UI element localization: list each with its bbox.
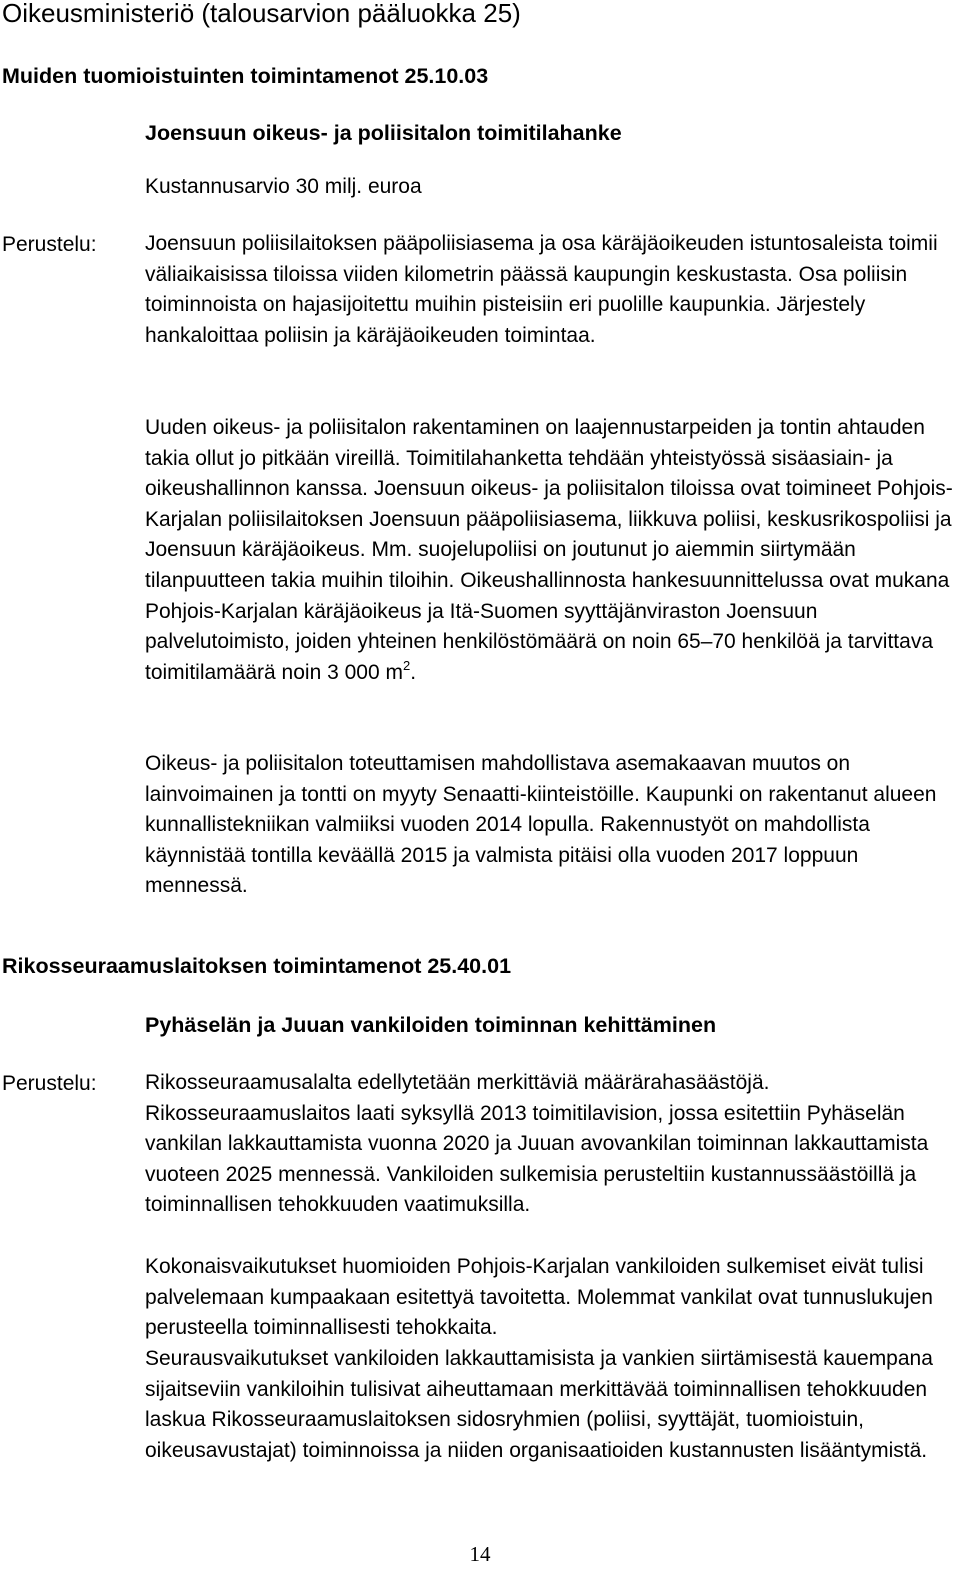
section-heading-courts: Muiden tuomioistuinten toimintamenot 25.10.03 <box>2 64 489 88</box>
paragraph: Oikeus- ja poliisitalon toteuttamisen mahdollistava asemakaavan muutos on lainvoimainen ja tontti on myyty Senaatti-kiinteistöille. Kaupunki on rakentanut alueen kunnallistekniikan valmiiksi vuoden 2014 lopulla. Rakennustyöt on mahdollista käynnistää tontilla keväällä 2015 ja valmista pitäisi olla vuoden 2017 loppuun mennessä. <box>145 752 937 898</box>
paragraph: Joensuun poliisilaitoksen pääpoliisiasema ja osa käräjäoikeuden istuntosaleista toimii väliaikaisissa tiloissa viiden kilometrin päässä kaupungin keskustasta. Osa poliisin toiminnoista on hajasijoitettu muihin pisteisiin eri puolille kaupunkia. Järjestely hankaloittaa poliisin ja käräjäoikeuden toimintaa. <box>145 232 938 347</box>
cost-estimate: Kustannusarvio 30 milj. euroa <box>145 175 422 198</box>
paragraph: Kokonaisvaikutukset huomioiden Pohjois-Karjalan vankiloiden sulkemiset eivät tulisi palvelemaan kumpaakaan esitettyä tavoitetta. Molemmat vankilat ovat tunnuslukujen perusteella toiminnallisesti tehokkaita. <box>145 1255 933 1340</box>
paragraph-end: . <box>410 660 417 684</box>
paragraph: Rikosseuraamusalalta edellytetään merkittäviä määrärahasäästöjä. Rikosseuraamuslaitos laati syksyllä 2013 toimitilavision, jossa esitettiin Pyhäselän vankilan lakkauttamista vuonna 2020 ja Juuan avovankilan toiminnan lakkauttamista vuoteen 2025 mennessä. Vankiloiden sulkemisia perusteltiin kustannussäästöillä ja toiminnallisen tehokkuuden vaatimuksilla. <box>145 1071 929 1217</box>
paragraph <box>145 413 957 688</box>
project-title-prisons: Pyhäselän ja Juuan vankiloiden toiminnan kehittäminen <box>145 1013 717 1037</box>
rationale-label: Perustelu: <box>2 233 97 256</box>
page-title: Oikeusministeriö (talousarvion pääluokka 25) <box>2 0 521 28</box>
rationale-label: Perustelu: <box>2 1072 97 1095</box>
paragraph: Seurausvaikutukset vankiloiden lakkauttamisista ja vankien siirtämisestä kauempana sijaitseviin vankiloihin tulisivat aiheuttamaan merkittävää toiminnallisen tehokkuuden laskua Rikosseuraamuslaitoksen sidosryhmien (poliisi, syyttäjät, tuomioistuin, oikeusavustajat) toiminnoissa ja niiden organisaatioiden kustannusten lisääntymistä. <box>145 1347 933 1462</box>
section-heading-prisons: Rikosseuraamuslaitoksen toimintamenot 25.40.01 <box>2 954 512 978</box>
paragraph-text: Uuden oikeus- ja poliisitalon rakentaminen on laajennustarpeiden ja tontin ahtauden takia ollut jo pitkään vireillä. Toimitilahanketta tehdään yhteistyössä sisäasiain- ja oikeushallinnon kanssa. Joensuun oikeus- ja poliisitalon tiloissa ovat toimineet Pohjois-Karjalan poliisilaitoksen Joensuun pääpoliisiasema, liikkuva poliisi, keskusrikospoliisi ja Joensuun käräjäoikeus. Mm. suojelupoliisi on joutunut jo aiemmin siirtymään tilanpuutteen takia muihin tiloihin. Oikeushallinnosta hankesuunnittelussa ovat mukana Pohjois-Karjalan käräjäoikeus ja Itä-Suomen syyttäjänviraston Joensuun palvelutoimisto, joiden yhteinen henkilöstömäärä on noin 65–70 henkilöä ja tarvittava toimitilamäärä noin 3 000 m <box>145 416 953 684</box>
page-number: 14 <box>469 1542 491 1566</box>
project-title-joensuu: Joensuun oikeus- ja poliisitalon toimitilahanke <box>145 121 622 145</box>
superscript-exponent: 2 <box>402 657 411 673</box>
